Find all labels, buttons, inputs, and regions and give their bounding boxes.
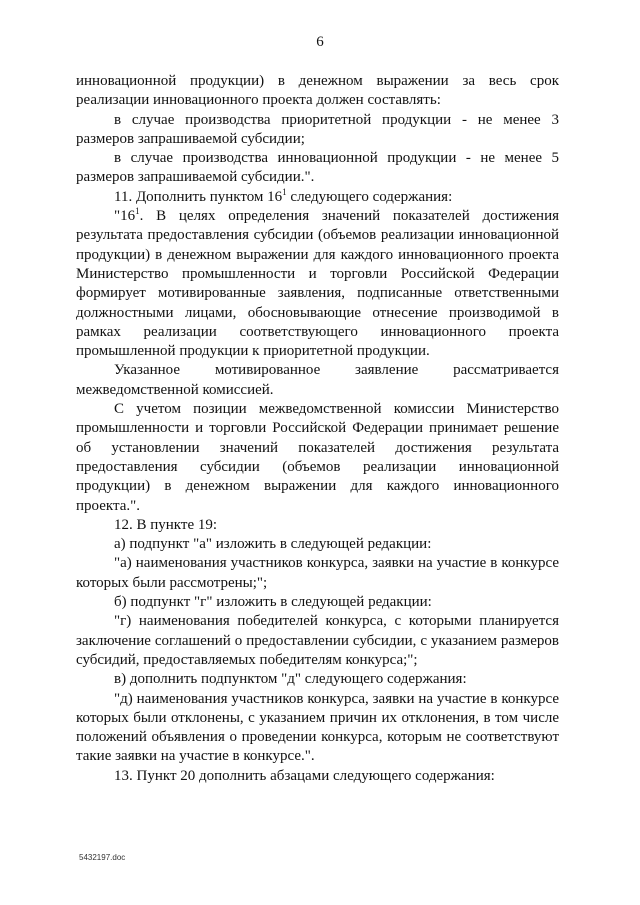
page-number: 6: [316, 34, 324, 50]
document-body: [76, 72, 559, 786]
paragraph: в) дополнить подпунктом "д" следующего содержания:: [114, 671, 467, 688]
paragraph: "д) наименования участников конкурса, заявки на участие в конкурсе которых были отклонены, с указанием причин их отклонения, в том числе положений объявления о проведении конкурса, которым не соответствуют такие заявки на участие в конкурсе.".: [76, 690, 559, 765]
paragraph-text: . В целях определения значений показателей достижения результата предоставления субсидии (объемов реализации инновационной продукции) в денежном выражении для каждого инновационного проекта Министерство промышленности и торговли Российской Федерации формирует мотивированные заявления, подписанные ответственными должностными лицами, обосновывающие отнесение производимой в рамках реализации соответствующего инновационного проекта промышленной продукции к приоритетной продукции.: [76, 208, 559, 360]
paragraph: 12. В пункте 19:: [114, 516, 218, 533]
paragraph: 13. Пункт 20 дополнить абзацами следующего содержания:: [114, 767, 495, 784]
footer-filename: 5432197.doc: [79, 853, 126, 862]
superscript: 1: [282, 186, 287, 197]
paragraph: Указанное мотивированное заявление рассматривается межведомственной комиссией.: [76, 362, 559, 398]
superscript: 1: [135, 206, 140, 217]
paragraph-text: 11. Дополнить пунктом 16: [114, 188, 283, 205]
paragraph: С учетом позиции межведомственной комиссии Министерство промышленности и торговли Российской Федерации принимает решение об установлении значений показателей достижения результата предоставления субсидии (объемов реализации инновационной продукции) в денежном выражении для каждого инновационного проекта.".: [76, 401, 559, 514]
paragraph: б) подпункт "г" изложить в следующей редакции:: [114, 594, 432, 611]
paragraph-text: "16: [114, 208, 136, 225]
paragraph: [76, 207, 559, 361]
paragraph: "а) наименования участников конкурса, заявки на участие в конкурсе которых были рассмотрены;";: [76, 555, 559, 591]
paragraph: инновационной продукции) в денежном выражении за весь срок реализации инновационного проекта должен составлять:: [76, 73, 559, 109]
paragraph-text: следующего содержания:: [286, 188, 453, 205]
paragraph: "г) наименования победителей конкурса, с которыми планируется заключение соглашений о предоставлении субсидии, с указанием размеров субсидий, предоставляемых победителям конкурса;";: [76, 613, 559, 668]
paragraph: в случае производства приоритетной продукции - не менее 3 размеров запрашиваемой субсидии;: [76, 111, 559, 147]
paragraph: а) подпункт "а" изложить в следующей редакции:: [114, 536, 432, 553]
paragraph: [76, 188, 559, 207]
paragraph: в случае производства инновационной продукции - не менее 5 размеров запрашиваемой субсидии.".: [76, 150, 559, 186]
